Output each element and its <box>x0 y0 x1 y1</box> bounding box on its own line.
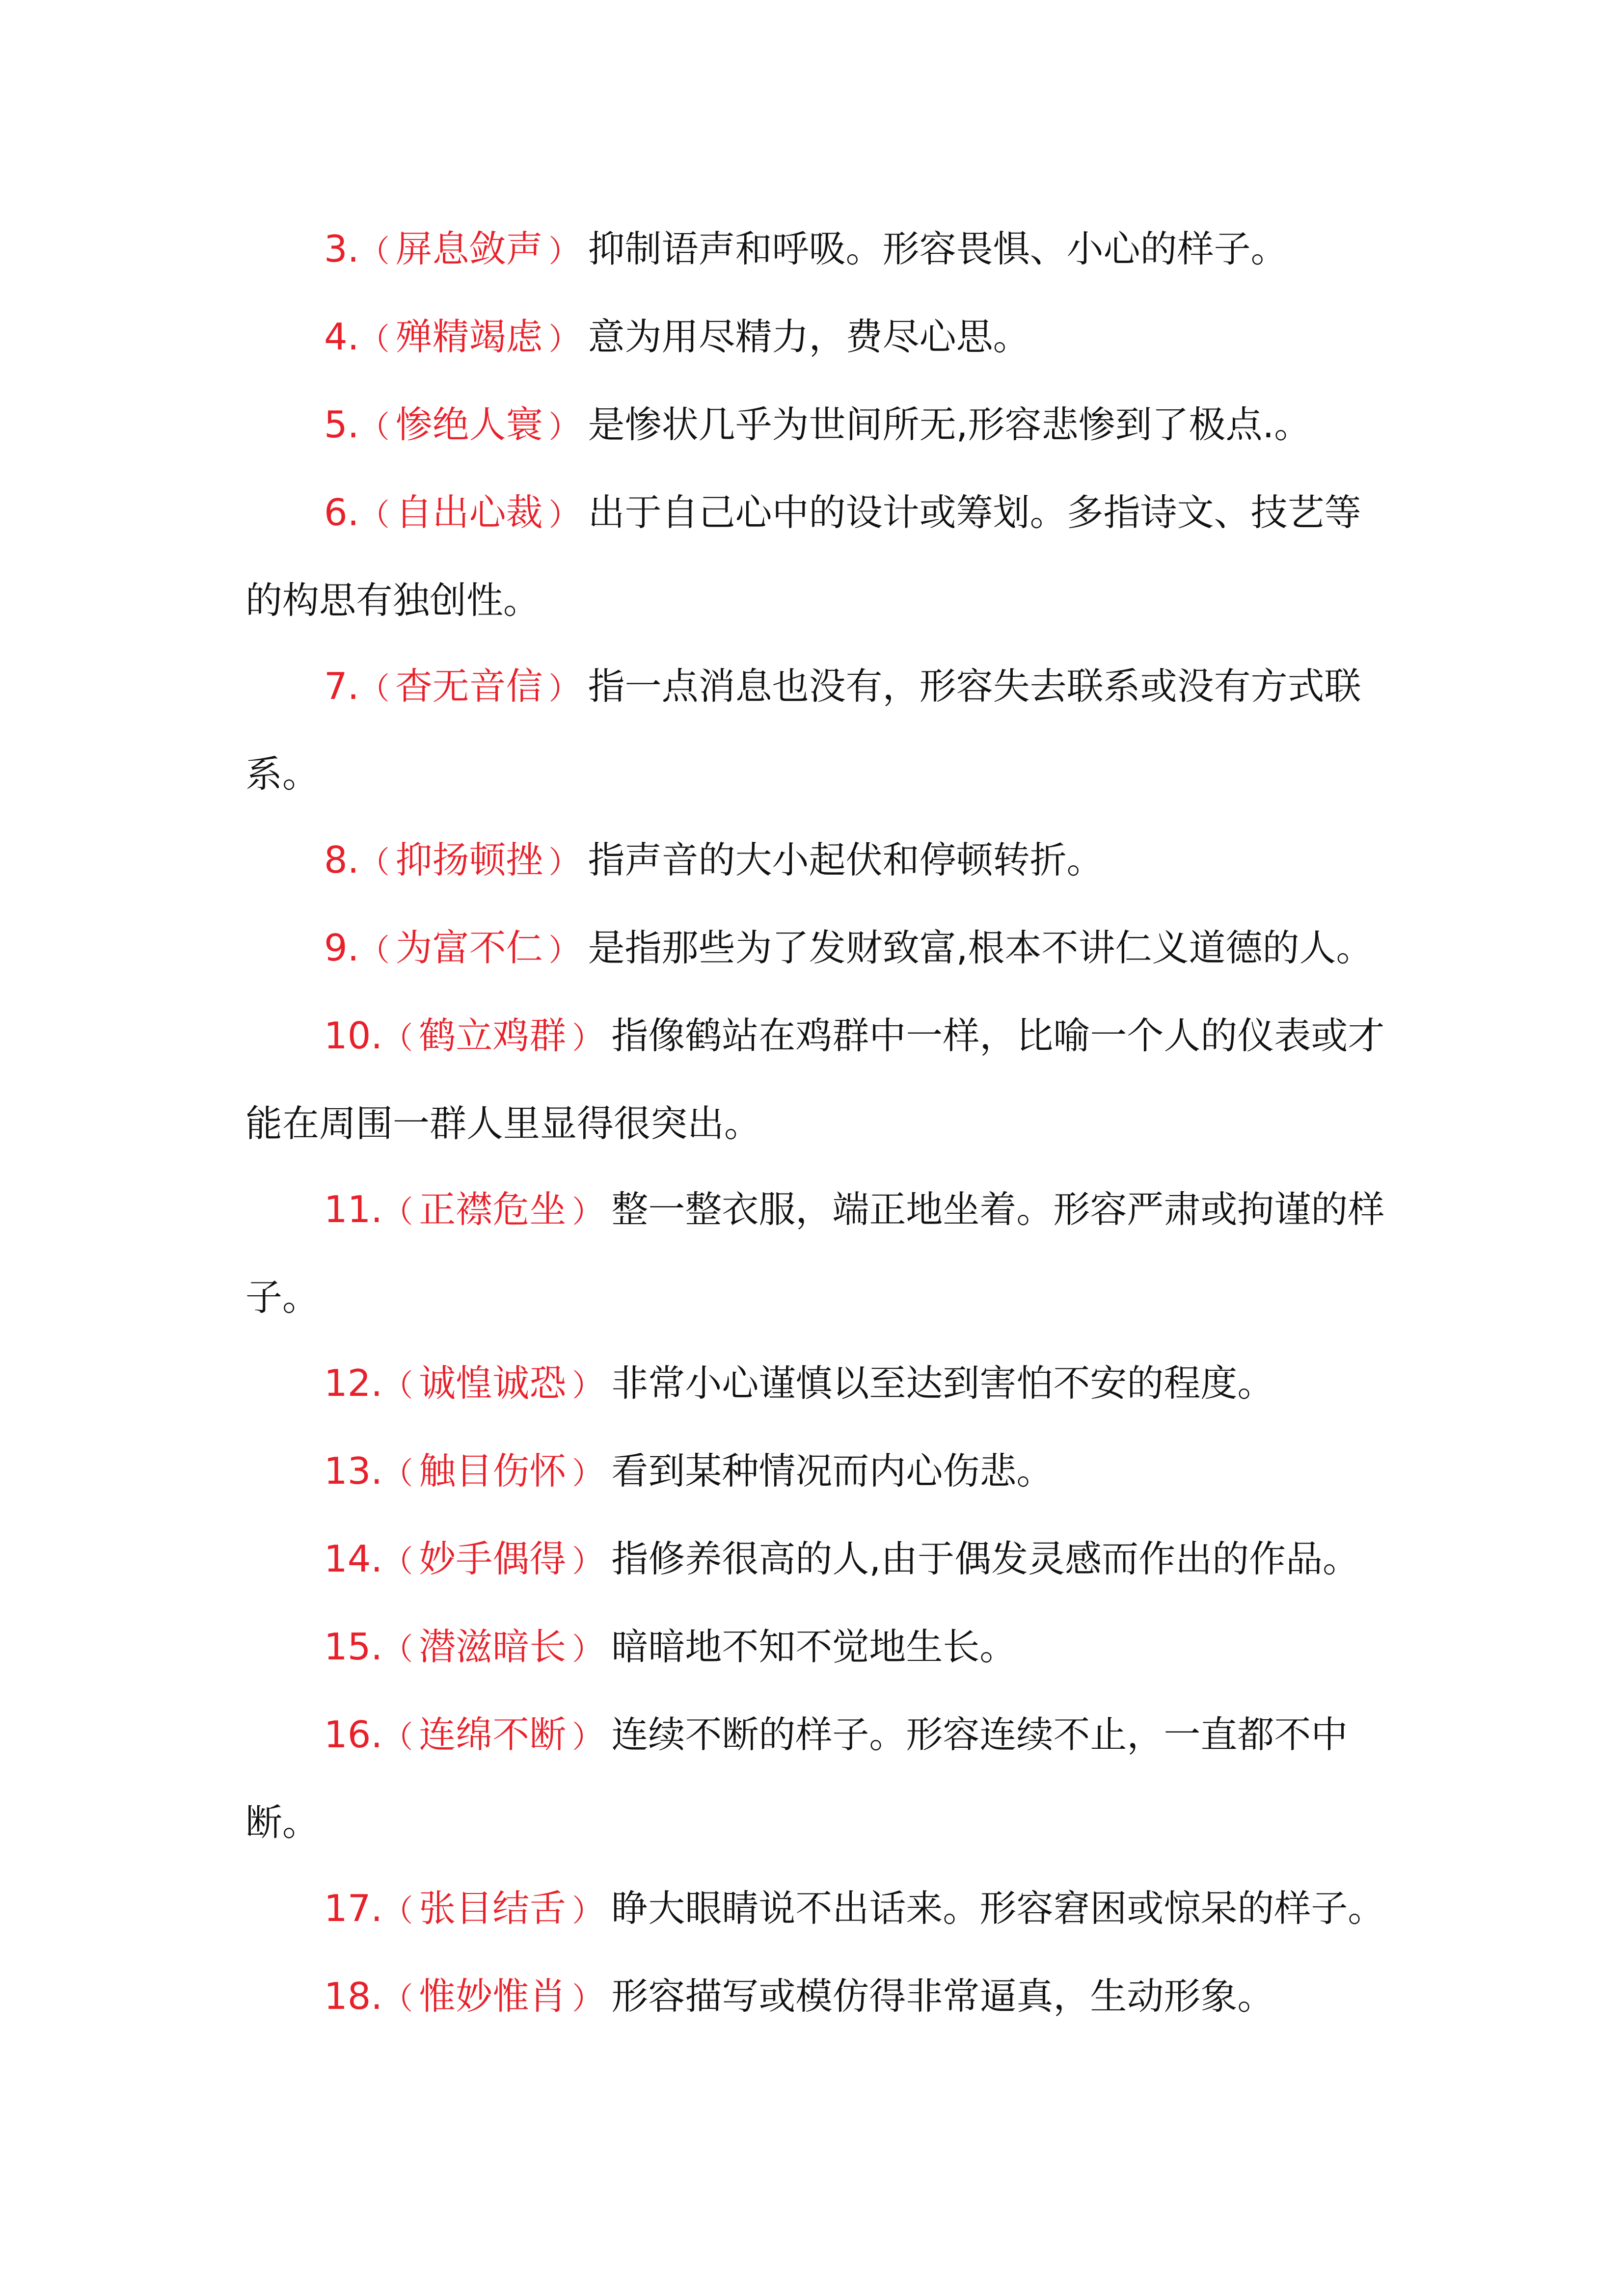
idiom-definition: 意为用尽精力，费尽心思。 <box>588 315 1030 358</box>
open-paren: （ <box>382 1631 413 1667</box>
idiom-definition: 指像鹤站在鸡群中一样，比喻一个人的仪表或才能在周围一群人里显得很突出。 <box>245 1014 1385 1145</box>
idiom-answer: 屏息敛声 <box>395 227 543 270</box>
open-paren: （ <box>382 1543 413 1579</box>
idiom-answer: 鹤立鸡群 <box>419 1014 567 1057</box>
entry-number: 4. <box>324 315 359 358</box>
idiom-definition: 指修养很高的人,由于偶发灵感而作出的作品。 <box>611 1537 1360 1580</box>
open-paren: （ <box>359 932 390 968</box>
idiom-answer: 连绵不断 <box>419 1713 567 1756</box>
close-paren: ） <box>572 1893 603 1928</box>
entry-number: 8. <box>324 838 359 881</box>
list-item <box>245 382 1389 470</box>
list-item <box>245 1953 1389 2041</box>
open-paren: （ <box>382 1719 413 1755</box>
close-paren: ） <box>572 1631 603 1667</box>
idiom-definition: 看到某种情况而内心伤悲。 <box>611 1449 1054 1493</box>
idiom-answer: 张目结舌 <box>419 1887 567 1930</box>
close-paren: ） <box>572 1367 603 1403</box>
entry-number: 9. <box>324 926 359 969</box>
list-item <box>245 470 1389 643</box>
idiom-answer: 自出心裁 <box>395 491 543 534</box>
list-item <box>245 1340 1389 1428</box>
list-item <box>245 817 1389 905</box>
close-paren: ） <box>548 233 579 269</box>
idiom-answer: 诚惶诚恐 <box>419 1362 567 1405</box>
open-paren: （ <box>382 1020 413 1056</box>
idiom-definition: 指一点消息也没有，形容失去联系或没有方式联系。 <box>245 665 1361 796</box>
close-paren: ） <box>548 409 579 445</box>
list-item <box>245 1692 1389 1866</box>
idiom-answer: 惟妙惟肖 <box>419 1975 567 2018</box>
idiom-answer: 触目伤怀 <box>419 1449 567 1493</box>
idiom-definition: 是指那些为了发财致富,根本不讲仁义道德的人。 <box>588 926 1373 969</box>
open-paren: （ <box>382 1980 413 2016</box>
close-paren: ） <box>548 497 579 533</box>
close-paren: ） <box>548 932 579 968</box>
idiom-definition: 是惨状几乎为世间所无,形容悲惨到了极点.。 <box>588 403 1311 446</box>
idiom-definition: 指声音的大小起伏和停顿转折。 <box>588 838 1104 881</box>
open-paren: （ <box>382 1455 413 1491</box>
close-paren: ） <box>572 1543 603 1579</box>
entry-number: 11. <box>324 1188 383 1231</box>
list-item <box>245 905 1389 993</box>
list-item <box>245 993 1389 1167</box>
entry-number: 10. <box>324 1014 383 1057</box>
idiom-definition: 连续不断的样子。形容连续不止，一直都不中断。 <box>245 1713 1348 1844</box>
idiom-answer: 抑扬顿挫 <box>395 838 543 881</box>
idiom-list <box>245 206 1389 2041</box>
open-paren: （ <box>359 844 390 880</box>
open-paren: （ <box>359 497 390 533</box>
open-paren: （ <box>359 233 390 269</box>
close-paren: ） <box>572 1719 603 1755</box>
entry-number: 3. <box>324 227 359 270</box>
entry-number: 13. <box>324 1449 383 1493</box>
idiom-answer: 为富不仁 <box>395 926 543 969</box>
idiom-answer: 惨绝人寰 <box>395 403 543 446</box>
list-item <box>245 1866 1389 1953</box>
close-paren: ） <box>548 321 579 357</box>
entry-number: 15. <box>324 1625 383 1668</box>
open-paren: （ <box>359 670 390 706</box>
open-paren: （ <box>382 1367 413 1403</box>
idiom-answer: 杳无音信 <box>395 665 543 708</box>
idiom-definition: 出于自己心中的设计或筹划。多指诗文、技艺等的构思有独创性。 <box>245 491 1361 622</box>
entry-number: 17. <box>324 1887 383 1930</box>
close-paren: ） <box>572 1020 603 1056</box>
close-paren: ） <box>548 844 579 880</box>
idiom-definition: 整一整衣服，端正地坐着。形容严肃或拘谨的样子。 <box>245 1188 1385 1319</box>
open-paren: （ <box>359 409 390 445</box>
idiom-answer: 殚精竭虑 <box>395 315 543 358</box>
open-paren: （ <box>382 1194 413 1229</box>
open-paren: （ <box>359 321 390 357</box>
idiom-definition: 形容描写或模仿得非常逼真，生动形象。 <box>611 1975 1274 2018</box>
idiom-definition: 非常小心谨慎以至达到害怕不安的程度。 <box>611 1362 1274 1405</box>
entry-number: 6. <box>324 491 359 534</box>
open-paren: （ <box>382 1893 413 1928</box>
idiom-answer: 潜滋暗长 <box>419 1625 567 1668</box>
list-item <box>245 1604 1389 1692</box>
entry-number: 12. <box>324 1362 383 1405</box>
entry-number: 16. <box>324 1713 383 1756</box>
list-item <box>245 294 1389 382</box>
list-item <box>245 206 1389 294</box>
idiom-definition: 抑制语声和呼吸。形容畏惧、小心的样子。 <box>588 227 1288 270</box>
entry-number: 5. <box>324 403 359 446</box>
idiom-answer: 妙手偶得 <box>419 1537 567 1580</box>
entry-number: 7. <box>324 665 359 708</box>
idiom-answer: 正襟危坐 <box>419 1188 567 1231</box>
entry-number: 14. <box>324 1537 383 1580</box>
idiom-definition: 暗暗地不知不觉地生长。 <box>611 1625 1017 1668</box>
idiom-definition: 睁大眼睛说不出话来。形容窘困或惊呆的样子。 <box>611 1887 1385 1930</box>
close-paren: ） <box>572 1194 603 1229</box>
entry-number: 18. <box>324 1975 383 2018</box>
close-paren: ） <box>548 670 579 706</box>
list-item <box>245 643 1389 817</box>
list-item <box>245 1516 1389 1604</box>
close-paren: ） <box>572 1455 603 1491</box>
list-item <box>245 1167 1389 1340</box>
close-paren: ） <box>572 1980 603 2016</box>
list-item <box>245 1428 1389 1516</box>
